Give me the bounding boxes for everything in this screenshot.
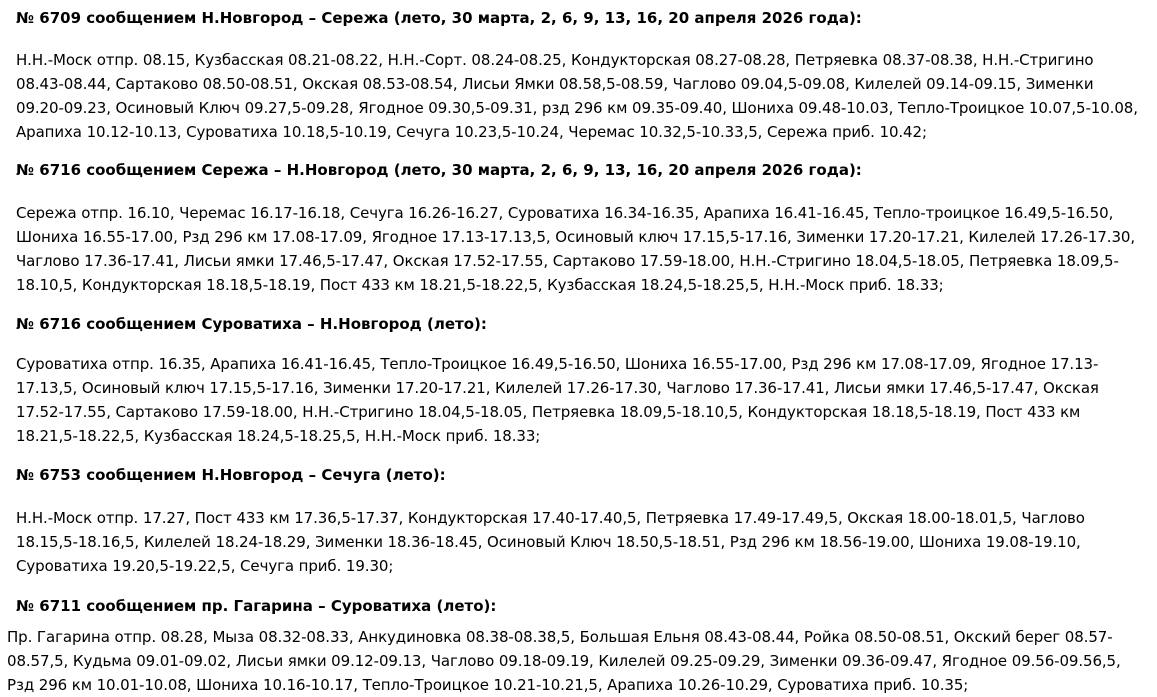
train-6711-heading: № 6711 сообщением пр. Гагарина – Суроватиха (лето): [16, 597, 497, 615]
train-6753-schedule: Н.Н.-Моск отпр. 17.27, Пост 433 км 17.36,5-17.37, Кондукторская 17.40-17.40,5, Петряевка 17.49-17.49,5, Окская 18.00-18.01,5, Чаглово 18.15,5-18.16,5, Килелей 18.24-18.29, Зименки 18.36-18.45, Осиновый Ключ 18.50,5-18.51, Рзд 296 км 18.56-19.00, Шониха 19.08-19.10, Суроватиха 19.20,5-19.22,5, Сечуга приб. 19.30; [16, 509, 1085, 575]
train-6709-heading: № 6709 сообщением Н.Новгород – Сережа (лето, 30 марта, 2, 6, 9, 13, 16, 20 апреля 2026 года): [16, 9, 862, 27]
train-6711-schedule: Пр. Гагарина отпр. 08.28, Мыза 08.32-08.33, Анкудиновка 08.38-08.38,5, Большая Ельня 08.43-08.44, Ройка 08.50-08.51, Окский берег 08.57-08.57,5, Кудьма 09.01-09.02, Лисьи ямки 09.12-09.13, Чаглово 09.18-09.19, Килелей 09.25-09.29, Зименки 09.36-09.47, Ягодное 09.56-09.56,5, Рзд 296 км 10.01-10.08, Шониха 10.16-10.17, Тепло-Троицкое 10.21-10.21,5, Арапиха 10.26-10.29, Суроватиха приб. 10.35; [7, 628, 1121, 694]
train-6709-schedule: Н.Н.-Моск отпр. 08.15, Кузбасская 08.21-08.22, Н.Н.-Сорт. 08.24-08.25, Кондукторская 08.27-08.28, Петряевка 08.37-08.38, Н.Н.-Стригино 08.43-08.44, Сартаково 08.50-08.51, Окская 08.53-08.54, Лисьи Ямки 08.58,5-08.59, Чаглово 09.04,5-09.08, Килелей 09.14-09.15, Зименки 09.20-09.23, Осиновый Ключ 09.27,5-09.28, Ягодное 09.30,5-09.31, рзд 296 км 09.35-09.40, Шониха 09.48-10.03, Тепло-Троицкое 10.07,5-10.08, Арапиха 10.12-10.13, Суроватиха 10.18,5-10.19, Сечуга 10.23,5-10.24, Черемас 10.32,5-10.33,5, Сережа приб. 10.42; [16, 51, 1138, 141]
train-6716-surovatikha-schedule: Суроватиха отпр. 16.35, Арапиха 16.41-16.45, Тепло-Троицкое 16.49,5-16.50, Шониха 16.55-17.00, Рзд 296 км 17.08-17.09, Ягодное 17.13-17.13,5, Осиновый ключ 17.15,5-17.16, Зименки 17.20-17.21, Килелей 17.26-17.30, Чаглово 17.36-17.41, Лисьи ямки 17.46,5-17.47, Окская 17.52-17.55, Сартаково 17.59-18.00, Н.Н.-Стригино 18.04,5-18.05, Петряевка 18.09,5-18.10,5, Кондукторская 18.18,5-18.19, Пост 433 км 18.21,5-18.22,5, Кузбасская 18.24,5-18.25,5, Н.Н.-Моск приб. 18.33; [16, 355, 1099, 445]
train-6716-heading: № 6716 сообщением Сережа – Н.Новгород (лето, 30 марта, 2, 6, 9, 13, 16, 20 апреля 2026 года): [16, 161, 862, 179]
train-6716-surovatikha-heading: № 6716 сообщением Суроватиха – Н.Новгород (лето): [16, 315, 487, 333]
train-6716-schedule: Сережа отпр. 16.10, Черемас 16.17-16.18, Сечуга 16.26-16.27, Суроватиха 16.34-16.35, Арапиха 16.41-16.45, Тепло-троицкое 16.49,5-16.50, Шониха 16.55-17.00, Рзд 296 км 17.08-17.09, Ягодное 17.13-17.13,5, Осиновый ключ 17.15,5-17.16, Зименки 17.20-17.21, Килелей 17.26-17.30, Чаглово 17.36-17.41, Лисьи ямки 17.46,5-17.47, Окская 17.52-17.55, Сартаково 17.59-18.00, Н.Н.-Стригино 18.04,5-18.05, Петряевка 18.09,5-18.10,5, Кондукторская 18.18,5-18.19, Пост 433 км 18.21,5-18.22,5, Кузбасская 18.24,5-18.25,5, Н.Н.-Моск приб. 18.33; [16, 204, 1136, 294]
train-6753-heading: № 6753 сообщением Н.Новгород – Сечуга (лето): [16, 466, 446, 484]
